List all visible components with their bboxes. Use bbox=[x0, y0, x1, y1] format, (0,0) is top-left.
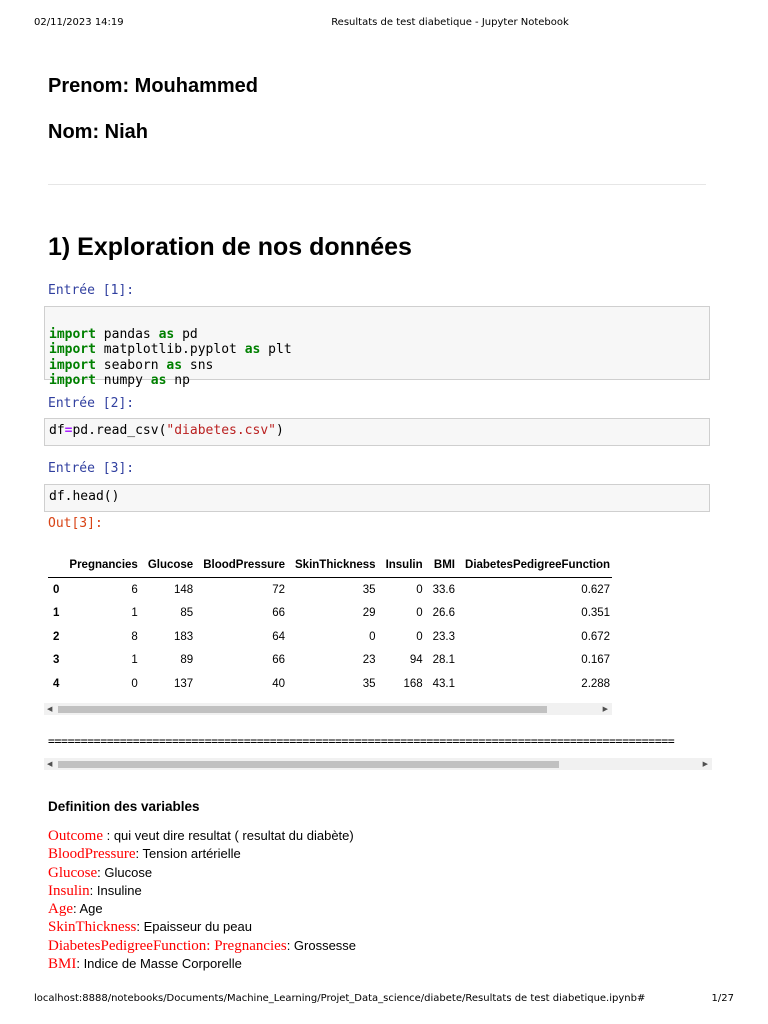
code-cell-1[interactable] bbox=[44, 306, 710, 388]
cell-2-prompt: Entrée [2]: bbox=[48, 396, 135, 411]
table-cell: 85 bbox=[180, 607, 194, 620]
variable-name: BloodPressure bbox=[48, 846, 136, 863]
variable-description: : Insuline bbox=[89, 882, 142, 898]
table-cell: 40 bbox=[272, 677, 286, 690]
table-cell: 66 bbox=[272, 654, 286, 667]
column-header: Glucose bbox=[143, 553, 198, 578]
table-cell: 0.627 bbox=[581, 583, 611, 596]
keyword-as: as bbox=[166, 357, 183, 373]
close-paren: ) bbox=[275, 423, 284, 438]
table-row bbox=[48, 625, 612, 649]
table-cell: 8 bbox=[131, 630, 138, 643]
definition-item bbox=[48, 827, 356, 845]
column-header-index bbox=[48, 553, 64, 578]
alias-name: sns bbox=[182, 357, 214, 373]
variable-name: SkinThickness bbox=[48, 919, 137, 936]
definition-item bbox=[48, 918, 356, 936]
prenom-heading: Prenom: Mouhammed bbox=[48, 75, 259, 97]
module-name: numpy bbox=[95, 373, 151, 388]
column-header: BloodPressure bbox=[198, 553, 290, 578]
keyword-as: as bbox=[244, 342, 261, 357]
variable-name: Insulin bbox=[48, 882, 90, 899]
table-cell: 29 bbox=[362, 607, 376, 620]
table-horizontal-scrollbar[interactable] bbox=[44, 703, 612, 715]
table-cell: 1 bbox=[131, 654, 138, 667]
column-header: Pregnancies bbox=[64, 553, 142, 578]
table-cell: 28.1 bbox=[432, 654, 456, 667]
variable-description: : Indice de Masse Corporelle bbox=[76, 956, 242, 972]
row-index: 2 bbox=[53, 630, 60, 643]
variable-description: : Glucose bbox=[97, 864, 153, 880]
alias-name: pd bbox=[174, 326, 198, 342]
row-index: 0 bbox=[53, 583, 60, 596]
table-cell: 35 bbox=[362, 677, 376, 690]
table-row bbox=[48, 649, 612, 673]
definition-item bbox=[48, 864, 356, 882]
table-cell: 183 bbox=[174, 630, 194, 643]
table-cell: 0.167 bbox=[581, 654, 611, 667]
code-cell-3[interactable] bbox=[44, 484, 710, 512]
table-cell: 23.3 bbox=[432, 630, 456, 643]
definitions-list bbox=[48, 827, 356, 973]
definition-item bbox=[48, 955, 356, 973]
table-cell: 0 bbox=[416, 607, 423, 620]
table-cell: 1 bbox=[131, 607, 138, 620]
table-cell: 43.1 bbox=[432, 677, 456, 690]
table-cell: 168 bbox=[403, 677, 423, 690]
keyword-import: import bbox=[49, 342, 96, 357]
variable-description: : Grossesse bbox=[286, 937, 357, 953]
table-cell: 94 bbox=[409, 654, 423, 667]
definition-item bbox=[48, 882, 356, 900]
table-cell: 64 bbox=[272, 630, 286, 643]
table-cell: 0 bbox=[369, 630, 376, 643]
table-header-row bbox=[48, 553, 612, 578]
keyword-import: import bbox=[49, 357, 96, 373]
definition-item bbox=[48, 937, 356, 955]
cell-1-prompt: Entrée [1]: bbox=[48, 283, 135, 298]
table-cell: 0 bbox=[131, 677, 138, 690]
table-cell: 137 bbox=[174, 677, 194, 690]
table-row bbox=[48, 578, 612, 602]
keyword-as: as bbox=[158, 326, 175, 342]
output-horizontal-scrollbar[interactable] bbox=[44, 758, 712, 770]
keyword-import: import bbox=[49, 326, 96, 342]
row-index: 1 bbox=[53, 607, 60, 620]
table-cell: 35 bbox=[362, 583, 376, 596]
table-row bbox=[48, 602, 612, 626]
code-cell-2-source bbox=[45, 419, 709, 443]
table-cell: 148 bbox=[174, 583, 194, 596]
scrollbar-thumb[interactable] bbox=[58, 761, 559, 768]
table-cell: 0.351 bbox=[581, 607, 611, 620]
code-cell-3-source: df.head() bbox=[49, 489, 120, 504]
table-cell: 2.288 bbox=[581, 677, 611, 690]
variable-description: : qui veut dire resultat ( resultat du diabète) bbox=[102, 828, 354, 843]
table-cell: 33.6 bbox=[432, 583, 456, 596]
row-index: 3 bbox=[53, 654, 60, 667]
scroll-right-arrow-icon[interactable]: ▶ bbox=[602, 705, 608, 713]
scroll-right-arrow-icon[interactable]: ▶ bbox=[702, 760, 708, 768]
definition-item bbox=[48, 845, 356, 863]
assign-operator: = bbox=[64, 423, 73, 438]
variable-name: Age bbox=[48, 901, 73, 918]
variable-name: Glucose bbox=[48, 864, 98, 881]
table-cell: 0 bbox=[416, 630, 423, 643]
variable-description: : Age bbox=[73, 901, 103, 917]
column-header: DiabetesPedigreeFunction bbox=[460, 553, 612, 578]
table-cell: 23 bbox=[362, 654, 376, 667]
horizontal-rule bbox=[48, 184, 706, 185]
variable-description: : Epaisseur du peau bbox=[136, 919, 252, 935]
table-row bbox=[48, 672, 612, 696]
code-cell-1-source bbox=[45, 307, 709, 393]
definitions-title: Definition des variables bbox=[48, 799, 200, 814]
code-cell-2[interactable] bbox=[44, 418, 710, 446]
alias-name: plt bbox=[260, 342, 292, 357]
nom-heading: Nom: Niah bbox=[48, 121, 148, 143]
variable-name: Outcome bbox=[48, 828, 103, 844]
column-header: Insulin bbox=[381, 553, 428, 578]
scrollbar-thumb[interactable] bbox=[58, 706, 547, 713]
alias-name: np bbox=[166, 373, 190, 388]
keyword-import: import bbox=[49, 373, 96, 388]
function-call: pd.read_csv( bbox=[72, 423, 167, 438]
string-literal: "diabetes.csv" bbox=[166, 423, 276, 438]
separator-output bbox=[48, 733, 714, 753]
module-name: seaborn bbox=[95, 357, 167, 373]
table-cell: 0.672 bbox=[581, 630, 611, 643]
table-cell: 89 bbox=[180, 654, 194, 667]
scroll-left-arrow-icon[interactable]: ◀ bbox=[47, 705, 53, 713]
table-cell: 26.6 bbox=[432, 607, 456, 620]
scroll-left-arrow-icon[interactable]: ◀ bbox=[47, 760, 53, 768]
table-cell: 6 bbox=[131, 583, 138, 596]
cell-3-out-prompt: Out[3]: bbox=[48, 516, 103, 531]
cell-3-prompt: Entrée [3]: bbox=[48, 461, 135, 476]
variable-description: : Tension artérielle bbox=[135, 846, 241, 862]
print-title: Resultats de test diabetique - Jupyter Notebook bbox=[331, 17, 569, 28]
column-header: BMI bbox=[428, 553, 460, 578]
table-cell: 72 bbox=[272, 583, 286, 596]
variable-name: BMI bbox=[48, 956, 77, 973]
table-cell: 66 bbox=[272, 607, 286, 620]
variable-df: df bbox=[49, 423, 65, 438]
keyword-as: as bbox=[150, 373, 167, 388]
dataframe-output bbox=[44, 553, 612, 698]
dataframe-table bbox=[48, 553, 612, 696]
column-header: SkinThickness bbox=[290, 553, 381, 578]
table-cell: 0 bbox=[416, 583, 423, 596]
variable-name: DiabetesPedigreeFunction: Pregnancies bbox=[48, 937, 287, 954]
row-index: 4 bbox=[53, 677, 60, 690]
definition-item bbox=[48, 900, 356, 918]
module-name: pandas bbox=[95, 326, 159, 342]
separator-line: ================================================================================================ bbox=[48, 734, 675, 748]
print-datetime: 02/11/2023 14:19 bbox=[34, 17, 124, 28]
print-page-number: 1/27 bbox=[711, 993, 734, 1004]
module-name: matplotlib.pyplot bbox=[95, 342, 245, 357]
section-title: 1) Exploration de nos données bbox=[48, 233, 412, 261]
print-url: localhost:8888/notebooks/Documents/Machine_Learning/Projet_Data_science/diabete/Resultats de test diabetique.ipynb# bbox=[34, 993, 646, 1004]
